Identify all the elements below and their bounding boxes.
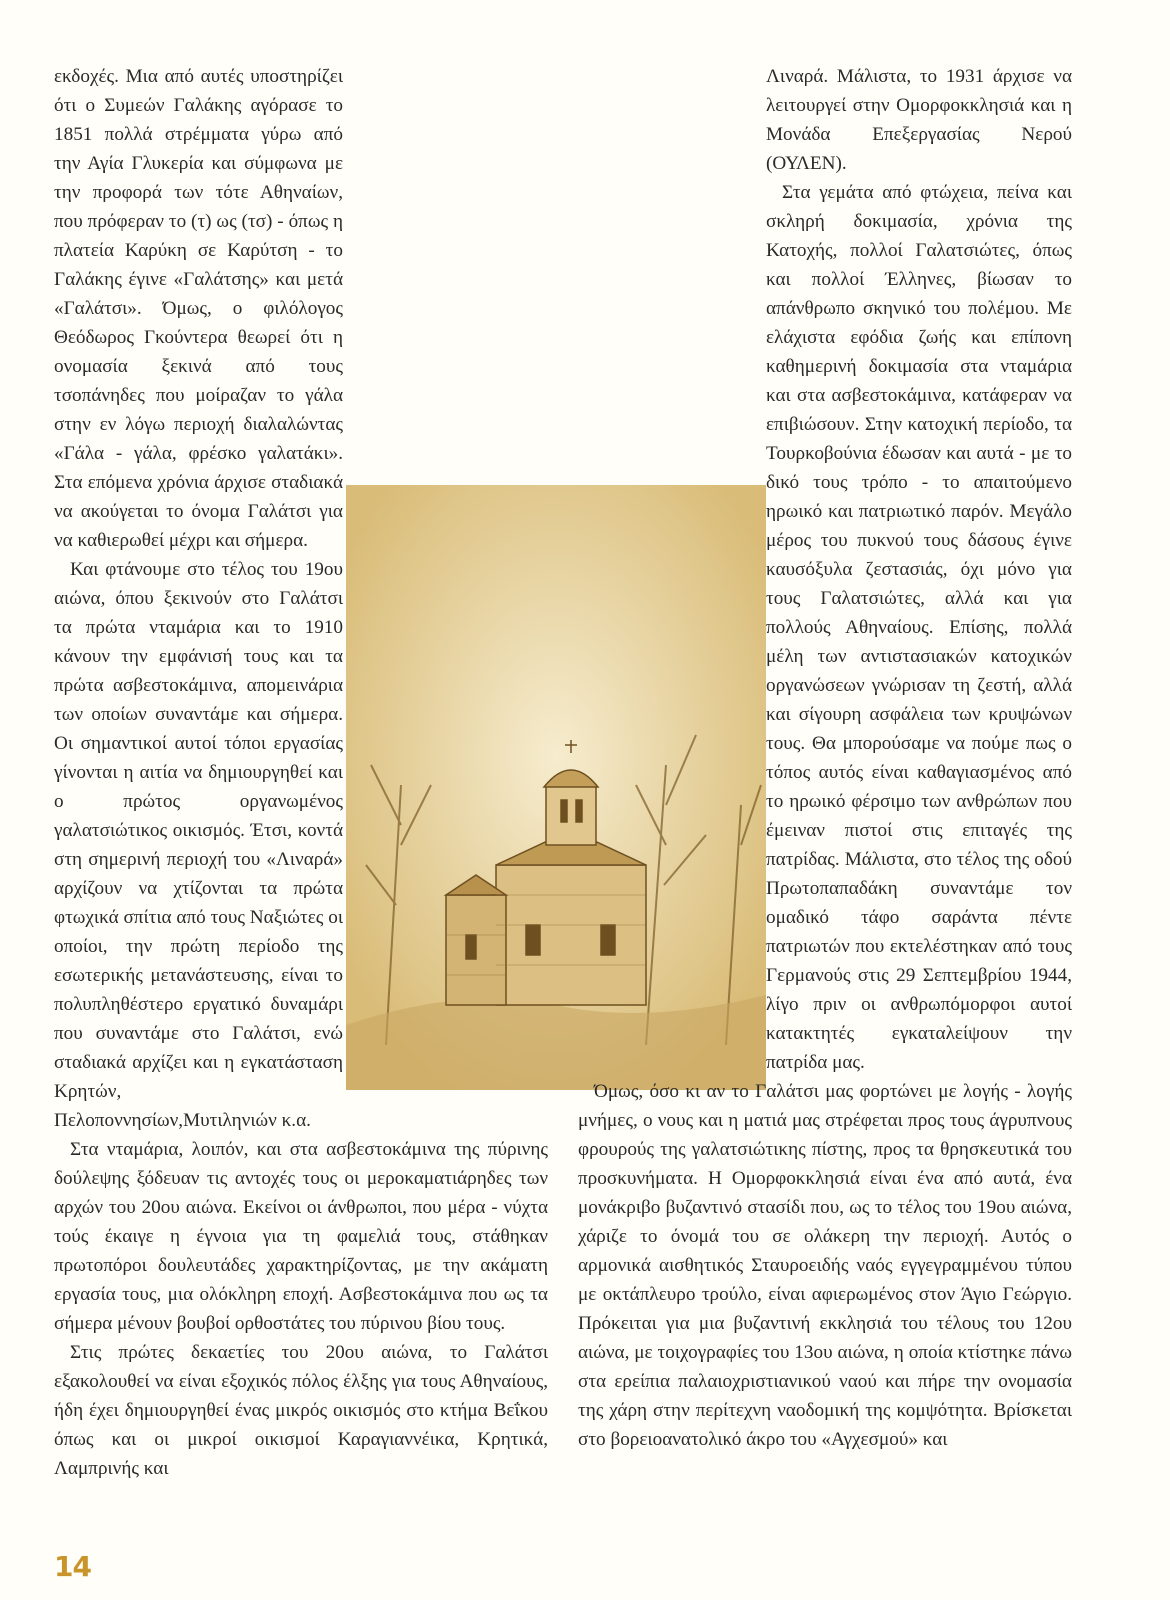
page-number: 14 bbox=[54, 1550, 91, 1583]
paragraph: Λιναρά. Μάλιστα, το 1931 άρχισε να λειτουργεί στην Ομορφοκκλησιά και η Μονάδα Επεξεργασίας Νερού (ΟΥΛΕΝ). bbox=[766, 66, 1072, 174]
paragraph: Στα γεμάτα από φτώχεια, πείνα και σκληρή δοκιμασία, χρόνια της Κατοχής, πολλοί Γαλατσιώτες, όπως και πολλοί Έλληνες, βίωσαν το απάνθρωπο σκηνικό του πολέμου. Με ελάχιστα εφόδια ζωής και επίπονη καθημερινή δοκιμασία στα νταμάρια και στα ασβεστοκάμινα, κατάφεραν να επιβιώσουν. Στην κατοχική περίοδο, τα Τουρκοβούνια έδωσαν και αυτά - με το δικό τους τρόπο - το απαιτούμενο ηρωικό και πατριωτικό παρόν. Μεγάλο μέρος του πυκνού τους δάσους έγινε καυσόξυλα ζεστασιάς, όχι μόνο για τους Γαλατσιώτες, αλλά και για πολλούς Αθηναίους. Επίσης, πολλά μέλη των αντιστασιακών κατοχικών οργανώσεων γνώρισαν τη ζεστή, αλλά και σίγουρη ασφάλεια των κρυψώνων τους. Θα μπορούσαμε να πούμε πως ο τόπος αυτός είναι καθαγιασμένος από το ηρωικό φέρσιμο των ανθρώπων που έμειναν πιστοί στις επιταγές της πατρίδας. Μάλιστα, στο τέλος της οδού Πρωτοπαπαδάκη συναντάμε τον ομαδικό τάφο σαράντα πέντε πατριωτών που εκτελέστηκαν από τους Γερμανούς στις 29 Σεπτεμβρίου 1944, λίγο πριν οι ανθρωπόμορφοι αυτοί κατακτητές εγκαταλείψουν την πατρίδα μας. bbox=[766, 182, 1072, 1073]
paragraph: Στις πρώτες δεκαετίες του 20ου αιώνα, το Γαλάτσι εξακολουθεί να είναι εξοχικός πόλος έλξης για τους Αθηναίους, ήδη έχει δημιουργηθεί ένας μικρός οικισμός στο κτήμα Βεΐκου όπως και οι μικροί οικισμοί Καραγιαννέικα, Κρητικά, Λαμπρινής και bbox=[54, 1342, 548, 1479]
right-column bbox=[578, 62, 1072, 1454]
paragraph: εκδοχές. Μια από αυτές υποστηρίζει ότι ο Συμεών Γαλάκης αγόρασε το 1851 πολλά στρέμματα γύρω από την Αγία Γλυκερία και σύμφωνα με την προφορά των τότε Αθηναίων, που πρόφεραν το (τ) ως (τσ) - όπως η πλατεία Καρύκη σε Καρύτση - το Γαλάκης έγινε «Γαλάτσης» και μετά «Γαλάτσι». Όμως, ο φιλόλογος Θεόδωρος Γκούντερα θεωρεί ότι η ονομασία ξεκινά από τους τσοπάνηδες που μοίραζαν το γάλα στην εν λόγω περιοχή διαλαλώντας «Γάλα - γάλα, φρέσκο γαλατάκι». Στα επόμενα χρόνια άρχισε σταδιακά να ακούγεται το όνομα Γαλάτσι για να καθιερωθεί μέχρι και σήμερα. bbox=[54, 66, 343, 551]
paragraph: Και φτάνουμε στο τέλος του 19ου αιώνα, όπου ξεκινούν στο Γαλάτσι τα πρώτα νταμάρια και το 1910 κάνουν την εμφάνισή τους και τα πρώτα ασβεστοκάμινα, απομεινάρια των οποίων συναντάμε και σήμερα. Οι σημαντικοί αυτοί τόποι εργασίας γίνονται η αιτία να δημιουργηθεί και ο πρώτος οργανωμένος γαλατσιώτικος οικισμός. Έτσι, κοντά στη σημερινή περιοχή του «Λιναρά» αρχίζουν να χτίζονται τα πρώτα φτωχικά σπίτια από τους Ναξιώτες οι οποίοι, την πρώτη περίοδο της εσωτερικής μετανάστευσης, είναι το πολυπληθέστερο εργατικό δυναμάρι που συναντάμε στο Γαλάτσι, ενώ σταδιακά αρχίζει και η εγκατάσταση Κρητών, Πελοποννησίων,Μυτιληνιών κ.α. bbox=[54, 559, 343, 1131]
paragraph: Στα νταμάρια, λοιπόν, και στα ασβεστοκάμινα της πύρινης δούλεψης ξόδευαν τις αντοχές τους οι μεροκαματιάρηδες των αρχών του 20ου αιώνα. Εκείνοι οι άνθρωποι, που μέρα - νύχτα τούς έκαιγε η έγνοια για τη φαμελιά τους, στάθηκαν πρωτοπόροι δουλευτάδες χαρακτηρίζοντας, με την ακάματη εργασία τους, μια ολόκληρη εποχή. Ασβεστοκάμινα που ως τα σήμερα μένουν βουβοί ορθοστάτες του πύρινου βίου τους. bbox=[54, 1139, 548, 1334]
left-column bbox=[54, 62, 548, 1483]
paragraph: Όμως, όσο κι αν το Γαλάτσι μας φορτώνει με λογής - λογής μνήμες, ο νους και η ματιά μας στρέφεται προς τους άγρυπνους φρουρούς της γαλατσιώτικης πίστης, προς τα θρησκευτικά του προσκυνήματα. Η Ομορφοκκλησιά είναι ένα από αυτά, ένα μονάκριβο βυζαντινό στασίδι που, ως το τέλος του 19ου αιώνα, χάριζε το όνομά του σε ολάκερη την περιοχή. Αυτός ο αρμονικά αισθητικός Σταυροειδής ναός εγγεγραμμένου τύπου με οκτάπλευρο τρούλο, είναι αφιερωμένος στον Άγιο Γεώργιο. Πρόκειται για μια βυζαντινή εκκλησιά του τέλους του 12ου αιώνα, με τοιχογραφίες του 13ου αιώνα, η οποία κτίστηκε πάνω στα ερείπια παλαιοχριστιανικού ναού και πήρε την ονομασία της χάρη στην περίτεχνη ναοδομική της κομψότητα. Βρίσκεται στο βορειοανατολικό άκρο του «Αγχεσμού» και bbox=[578, 1081, 1072, 1450]
image-wrap-spacer-left bbox=[343, 482, 548, 1102]
image-wrap-spacer-right bbox=[578, 492, 766, 1072]
